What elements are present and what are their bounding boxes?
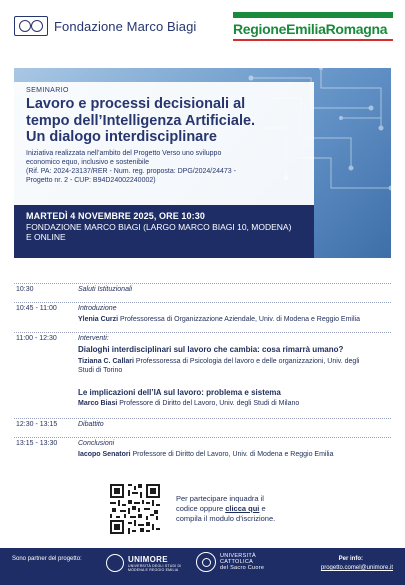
schedule-time: 10:45 - 11:00 bbox=[16, 305, 57, 312]
rer-logo-text: RegioneEmiliaRomagna bbox=[233, 21, 388, 37]
event-title-line: Lavoro e processi decisionali al bbox=[26, 96, 246, 112]
schedule-label: Conclusioni bbox=[78, 440, 115, 447]
row-divider bbox=[14, 302, 391, 303]
schedule-label: Saluti Istituzionali bbox=[78, 286, 133, 293]
hero-title-panel bbox=[14, 82, 314, 205]
registration-qr-code[interactable] bbox=[105, 479, 165, 539]
event-date-box bbox=[14, 205, 314, 258]
rer-underline bbox=[233, 39, 393, 41]
event-date: MARTEDÌ 4 NOVEMBRE 2025, ORE 10:30 bbox=[26, 211, 205, 221]
event-title bbox=[26, 96, 304, 146]
description-line: economico equo, inclusivo e sostenibile bbox=[26, 158, 149, 166]
instructions-text: e bbox=[259, 504, 266, 513]
cattolica-logo bbox=[196, 552, 264, 572]
unimore-wordmark bbox=[128, 555, 188, 572]
fmb-logo-text: Fondazione Marco Biagi bbox=[54, 18, 197, 34]
instructions-line: compila il modulo d’iscrizione. bbox=[176, 514, 276, 523]
speaker-name: Marco Biasi bbox=[78, 400, 118, 407]
cattolica-line: del Sacro Cuore bbox=[220, 565, 265, 571]
speaker-role: Professore di Diritto del Lavoro, Univ. degli Studi di Milano bbox=[117, 400, 300, 407]
fondazione-marco-biagi-logo bbox=[14, 16, 196, 36]
schedule-label: Dibattito bbox=[78, 421, 104, 428]
unimore-subtitle: UNIVERSITÀ DEGLI STUDI DI MODENA E REGGIO EMILIA bbox=[128, 563, 182, 572]
unimore-name: UNIMORE bbox=[128, 554, 168, 564]
description-line: Progetto nr. 2 - CUP: B94D24002240002) bbox=[26, 176, 156, 184]
event-title-line: Un dialogo interdisciplinare bbox=[26, 129, 217, 145]
speaker-name: Iacopo Senatori bbox=[78, 451, 131, 458]
registration-instructions bbox=[176, 494, 316, 524]
speaker-line bbox=[78, 451, 333, 458]
row-divider bbox=[14, 418, 391, 419]
info-email-link[interactable]: progetto.comel@unimore.it bbox=[320, 565, 393, 571]
instructions-line bbox=[176, 504, 316, 514]
talk-title: Le implicazioni dell’IA sul lavoro: problema e sistema bbox=[78, 388, 281, 397]
speaker-name: Ylenia Curzi bbox=[78, 316, 119, 323]
schedule-time: 10:30 bbox=[16, 286, 34, 293]
speaker-line bbox=[78, 316, 360, 323]
schedule-time: 12:30 - 13:15 bbox=[16, 421, 58, 428]
event-description bbox=[26, 149, 304, 185]
description-line: Iniziativa realizzata nell’ambito del Progetto Verso uno sviluppo bbox=[26, 149, 222, 157]
bicycle-icon bbox=[14, 16, 48, 36]
hero-banner bbox=[14, 68, 391, 258]
schedule-label: Interventi: bbox=[78, 335, 109, 342]
speaker-line bbox=[78, 357, 378, 366]
regione-emilia-romagna-logo bbox=[233, 12, 393, 40]
unimore-seal-icon bbox=[106, 554, 124, 572]
instructions-text: codice oppure bbox=[176, 504, 226, 513]
page-footer bbox=[0, 548, 405, 585]
speaker-role: Professoressa di Organizzazione Aziendale, Univ. di Modena e Reggio Emilia bbox=[118, 316, 360, 323]
speaker-line bbox=[78, 400, 299, 407]
event-place-line: E ONLINE bbox=[26, 232, 66, 242]
cattolica-line: UNIVERSITÀ bbox=[220, 553, 257, 559]
row-divider bbox=[14, 437, 391, 438]
schedule-label: Introduzione bbox=[78, 305, 117, 312]
row-divider bbox=[14, 332, 391, 333]
event-kicker: SEMINARIO bbox=[26, 87, 69, 94]
event-place bbox=[26, 222, 302, 242]
speaker-role: Professoressa di Psicologia del lavoro e delle organizzazioni, Univ. degli bbox=[133, 358, 360, 365]
instructions-line: Per partecipare inquadra il bbox=[176, 494, 264, 503]
speaker-role-continued: Studi di Torino bbox=[78, 367, 123, 374]
speaker-name: Tiziana C. Callari bbox=[78, 358, 134, 365]
schedule-time: 11:00 - 12:30 bbox=[16, 335, 57, 342]
description-line: (Rif. PA: 2024-23137/RER - Num. reg. proposta: DPG/2024/24473 - bbox=[26, 167, 236, 175]
page-header bbox=[0, 0, 405, 50]
qr-code-icon bbox=[110, 484, 160, 534]
info-label: Per info: bbox=[338, 556, 363, 562]
schedule-time: 13:15 - 13:30 bbox=[16, 440, 58, 447]
row-divider bbox=[14, 283, 391, 284]
registration-link[interactable]: clicca qui bbox=[225, 504, 260, 513]
cattolica-wordmark bbox=[220, 553, 264, 571]
talk-title: Dialoghi interdisciplinari sul lavoro che cambia: cosa rimarrà umano? bbox=[78, 345, 344, 354]
event-title-line: tempo dell’Intelligenza Artificiale. bbox=[26, 112, 256, 129]
rer-flag-bar bbox=[233, 12, 393, 18]
cattolica-line: CATTOLICA bbox=[220, 559, 254, 565]
speaker-role: Professore di Diritto del Lavoro, Univ. di Modena e Reggio Emilia bbox=[130, 451, 334, 458]
cattolica-seal-icon bbox=[196, 552, 216, 572]
event-place-line: FONDAZIONE MARCO BIAGI (LARGO MARCO BIAGI 10, MODENA) bbox=[26, 222, 292, 232]
partner-label: Sono partner del progetto: bbox=[12, 556, 82, 562]
unimore-logo bbox=[106, 554, 188, 572]
speaker-block bbox=[78, 357, 378, 375]
